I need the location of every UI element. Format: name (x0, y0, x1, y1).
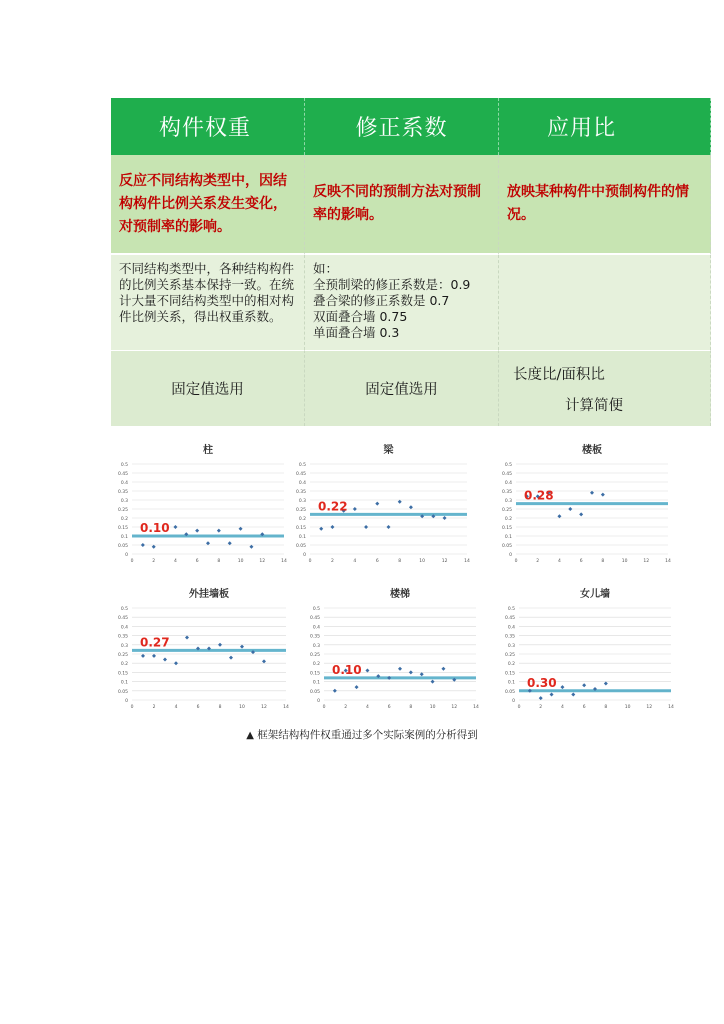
data-point (152, 545, 156, 549)
y-tick-label: 0.2 (298, 517, 306, 522)
data-point (387, 525, 391, 529)
y-tick-label: 0 (509, 553, 512, 558)
x-tick-label: 8 (601, 559, 605, 564)
y-tick-label: 0.25 (504, 653, 515, 658)
x-tick-label: 14 (668, 705, 674, 710)
y-tick-label: 0.25 (501, 508, 512, 513)
y-tick-label: 0.25 (295, 508, 306, 513)
header-weight (111, 98, 305, 155)
x-tick-label: 14 (281, 559, 287, 564)
y-tick-label: 0.3 (312, 643, 320, 649)
data-point (590, 491, 594, 495)
chart-title: 外挂墙板 (189, 589, 229, 600)
x-tick-label: 2 (536, 559, 540, 564)
data-point (173, 525, 177, 529)
data-point (409, 670, 413, 674)
chart-parapet (497, 580, 674, 712)
data-point (420, 672, 424, 676)
comparison-table (111, 98, 689, 426)
x-tick-label: 14 (464, 559, 470, 564)
purpose-correction-text: 反映不同的预制方法对预制率的影响。 (313, 184, 481, 223)
data-point (217, 529, 221, 533)
y-tick-label: 0.4 (120, 481, 128, 486)
y-tick-label: 0.3 (507, 643, 515, 649)
x-tick-label: 10 (624, 705, 631, 710)
value-label: 0.22 (318, 499, 348, 514)
y-tick-label: 0.35 (295, 490, 306, 495)
y-tick-label: 0.3 (504, 499, 512, 504)
y-tick-label: 0.5 (504, 463, 512, 468)
value-label: 0.10 (332, 662, 362, 677)
x-tick-label: 8 (217, 559, 221, 564)
y-tick-label: 0 (125, 699, 128, 704)
data-point (604, 681, 608, 685)
caption-text: 框架结构构件权重通过多个实际案例的分析得到 (257, 729, 478, 741)
x-tick-label: 10 (239, 705, 245, 710)
data-point (431, 680, 435, 684)
chart-title: 楼梯 (390, 589, 410, 600)
y-tick-label: 0.1 (120, 535, 128, 540)
y-tick-label: 0.15 (309, 671, 320, 677)
data-point (409, 505, 413, 509)
x-tick-label: 2 (152, 705, 156, 710)
y-tick-label: 0.5 (507, 607, 515, 612)
y-tick-label: 0.2 (120, 517, 128, 522)
chart-title: 梁 (383, 445, 394, 456)
x-tick-label: 8 (218, 705, 222, 710)
data-point (163, 658, 167, 662)
x-tick-label: 14 (283, 705, 289, 710)
y-tick-label: 0.25 (117, 653, 128, 658)
x-tick-label: 8 (409, 705, 413, 710)
data-point (141, 543, 145, 547)
y-tick-label: 0.05 (117, 544, 128, 549)
x-tick-label: 2 (539, 705, 543, 710)
x-tick-label: 0 (517, 705, 521, 710)
selection-application-line2: 计算简便 (565, 397, 623, 414)
data-point (333, 689, 337, 693)
y-tick-label: 0.05 (117, 689, 128, 695)
desc-correction-line: 单面叠合墙 0.3 (313, 325, 400, 340)
chart-slab (494, 436, 671, 566)
x-tick-label: 4 (174, 705, 178, 710)
y-tick-label: 0.35 (504, 634, 515, 640)
desc-weight (111, 255, 305, 350)
y-tick-label: 0.15 (501, 526, 512, 531)
x-tick-label: 10 (621, 559, 628, 564)
x-tick-label: 12 (643, 559, 650, 564)
x-tick-label: 12 (441, 559, 448, 564)
x-tick-label: 6 (387, 705, 391, 710)
x-tick-label: 10 (429, 705, 436, 710)
x-tick-label: 6 (195, 559, 199, 564)
y-tick-label: 0.4 (504, 481, 512, 486)
data-point (152, 654, 156, 658)
y-tick-label: 0.2 (312, 662, 320, 668)
y-tick-label: 0.05 (295, 544, 306, 549)
chart-column (110, 436, 290, 566)
y-tick-label: 0.4 (507, 625, 515, 631)
x-tick-label: 4 (365, 705, 369, 710)
x-tick-label: 6 (579, 559, 583, 564)
y-tick-label: 0.1 (312, 680, 320, 686)
desc-correction-line: 双面叠合墙 0.75 (313, 309, 408, 324)
y-tick-label: 0.05 (501, 544, 512, 549)
value-label: 0.30 (527, 675, 557, 690)
y-tick-label: 0.2 (120, 662, 128, 668)
x-tick-label: 8 (604, 705, 608, 710)
data-point (353, 507, 357, 511)
y-tick-label: 0.3 (120, 499, 128, 504)
desc-correction (305, 255, 499, 350)
y-tick-label: 0.25 (117, 508, 128, 513)
y-tick-label: 0.15 (117, 671, 128, 677)
x-tick-label: 4 (560, 705, 564, 710)
y-tick-label: 0.15 (295, 526, 306, 531)
header-correction (305, 98, 499, 155)
y-tick-label: 0.45 (309, 616, 320, 622)
y-tick-label: 0.5 (120, 463, 128, 468)
data-point (364, 525, 368, 529)
purpose-weight-text: 反应不同结构类型中，因结构构件比例关系发生变化，对预制率的影响。 (119, 172, 287, 235)
y-tick-label: 0.5 (298, 463, 306, 468)
x-tick-label: 4 (557, 559, 561, 564)
x-tick-label: 10 (419, 559, 426, 564)
x-tick-label: 0 (130, 559, 134, 564)
x-tick-label: 8 (398, 559, 402, 564)
x-tick-label: 12 (261, 705, 267, 710)
x-tick-label: 12 (259, 559, 266, 564)
data-point (174, 661, 178, 665)
x-tick-label: 0 (514, 559, 518, 564)
y-tick-label: 0.15 (504, 671, 515, 677)
x-tick-label: 4 (353, 559, 357, 564)
data-point (141, 654, 145, 658)
data-point (185, 635, 189, 639)
y-tick-label: 0.45 (504, 616, 515, 622)
selection-correction-text: 固定值选用 (365, 382, 438, 398)
data-point (195, 529, 199, 533)
data-point (571, 692, 575, 696)
x-tick-label: 2 (152, 559, 156, 564)
desc-application (499, 255, 711, 350)
data-point (319, 527, 323, 531)
desc-correction-intro: 如： (313, 261, 339, 276)
y-tick-label: 0.1 (504, 535, 512, 540)
y-tick-label: 0.35 (117, 490, 128, 495)
y-tick-label: 0.5 (312, 607, 320, 612)
y-tick-label: 0 (125, 553, 128, 558)
chart-stair (302, 580, 482, 712)
chart-title: 女儿墙 (580, 589, 610, 600)
y-tick-label: 0.1 (298, 535, 306, 540)
data-point (330, 525, 334, 529)
data-point (582, 683, 586, 687)
data-point (398, 500, 402, 504)
y-tick-label: 0.1 (507, 680, 515, 686)
x-tick-label: 0 (130, 705, 134, 710)
data-point (443, 516, 447, 520)
x-tick-label: 10 (237, 559, 244, 564)
value-label: 0.28 (524, 488, 554, 503)
value-label: 0.27 (140, 635, 170, 650)
y-tick-label: 0.3 (298, 499, 306, 504)
y-tick-label: 0.45 (117, 616, 128, 622)
chart-beam (288, 436, 473, 566)
y-tick-label: 0.05 (504, 689, 515, 695)
chart-title: 柱 (203, 445, 213, 456)
data-point (375, 502, 379, 506)
purpose-application-text: 放映某种构件中预制构件的情况。 (507, 184, 689, 223)
data-point (239, 527, 243, 531)
x-tick-label: 14 (473, 705, 479, 710)
y-tick-label: 0.2 (504, 517, 512, 522)
chart-cladding-panel (110, 580, 292, 712)
data-point (355, 685, 359, 689)
x-tick-label: 2 (344, 705, 348, 710)
x-tick-label: 6 (196, 705, 200, 710)
y-tick-label: 0.1 (120, 680, 128, 686)
selection-weight-text: 固定值选用 (171, 382, 244, 398)
y-tick-label: 0.35 (309, 634, 320, 640)
data-point (539, 696, 543, 700)
y-tick-label: 0.05 (309, 689, 320, 695)
y-tick-label: 0.4 (120, 625, 128, 631)
data-point (365, 669, 369, 673)
chart-title: 楼板 (582, 445, 602, 456)
selection-correction (305, 350, 499, 426)
desc-weight-text: 不同结构类型中，各种结构构件的比例关系基本保持一致。在统计大量不同结构类型中的相对构件比例关系，得出权重系数。 (119, 261, 295, 324)
header-correction-label: 修正系数 (355, 116, 448, 141)
figure-caption (0, 727, 724, 742)
data-point (206, 541, 210, 545)
y-tick-label: 0.35 (501, 490, 512, 495)
data-point (550, 692, 554, 696)
data-point (601, 493, 605, 497)
data-point (398, 667, 402, 671)
y-tick-label: 0.15 (117, 526, 128, 531)
y-tick-label: 0 (512, 699, 515, 704)
y-tick-label: 0.5 (120, 607, 128, 612)
caption-marker: ▲ (246, 730, 254, 741)
purpose-weight (111, 155, 305, 255)
y-tick-label: 0.4 (312, 625, 320, 631)
data-point (228, 541, 232, 545)
data-point (579, 512, 583, 516)
data-point (240, 645, 244, 649)
x-tick-label: 4 (173, 559, 177, 564)
purpose-application (499, 155, 711, 255)
value-label: 0.10 (140, 521, 170, 535)
x-tick-label: 6 (582, 705, 586, 710)
selection-application (499, 350, 711, 426)
data-point (441, 667, 445, 671)
x-tick-label: 0 (308, 559, 312, 564)
y-tick-label: 0.35 (117, 634, 128, 640)
purpose-correction (305, 155, 499, 255)
x-tick-label: 12 (451, 705, 458, 710)
header-application-label: 应用比 (547, 116, 617, 141)
data-point (249, 545, 253, 549)
data-point (262, 659, 266, 663)
data-point (229, 656, 233, 660)
x-tick-label: 14 (665, 559, 671, 564)
y-tick-label: 0.25 (309, 653, 320, 658)
x-tick-label: 6 (375, 559, 379, 564)
desc-correction-line: 全预制梁的修正系数是：0.9 (313, 277, 471, 292)
data-point (557, 514, 561, 518)
data-point (560, 685, 564, 689)
y-tick-label: 0 (317, 699, 320, 704)
y-tick-label: 0.2 (507, 662, 515, 668)
y-tick-label: 0.45 (501, 472, 512, 477)
y-tick-label: 0 (303, 553, 306, 558)
x-tick-label: 0 (322, 705, 326, 710)
header-application (499, 98, 711, 155)
selection-weight (111, 350, 305, 426)
header-weight-label: 构件权重 (159, 116, 252, 141)
x-tick-label: 2 (330, 559, 334, 564)
y-tick-label: 0.45 (117, 472, 128, 477)
y-tick-label: 0.45 (295, 472, 306, 477)
desc-correction-line: 叠合梁的修正系数是 0.7 (313, 293, 450, 308)
y-tick-label: 0.4 (298, 481, 306, 486)
selection-application-line1: 长度比/面积比 (513, 366, 605, 383)
y-tick-label: 0.3 (120, 643, 128, 649)
data-point (218, 643, 222, 647)
x-tick-label: 12 (646, 705, 653, 710)
data-point (568, 507, 572, 511)
